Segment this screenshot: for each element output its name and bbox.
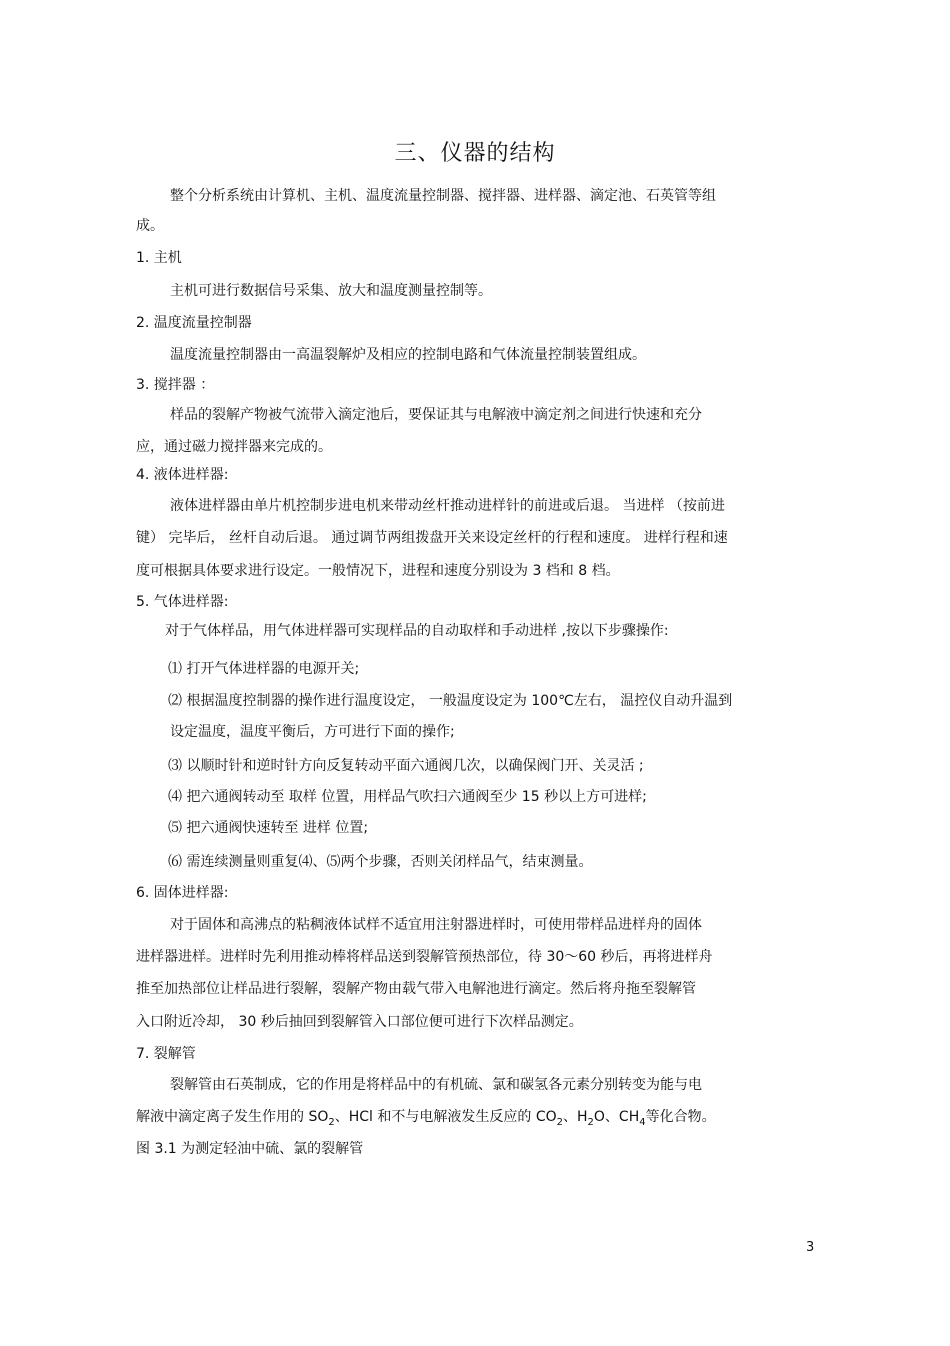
figure-caption: 图 3.1 为测定轻油中硫、氯的裂解管 <box>136 1141 364 1157</box>
section-heading: 7. 裂解管 <box>136 1046 196 1062</box>
list-item: ⑸ 把六通阀快速转至 进样 位置; <box>168 820 369 836</box>
section-heading: 3. 搅拌器 ： <box>136 377 215 393</box>
text-line: 入口附近冷却， 30 秒后抽回到裂解管入口部位便可进行下次样品测定。 <box>136 1014 583 1030</box>
text-line: 应，通过磁力搅拌器来完成的。 <box>136 439 332 455</box>
list-item: ⑷ 把六通阀转动至 取样 位置，用样品气吹扫六通阀至少 15 秒以上方可进样; <box>168 789 647 805</box>
list-item: ⑶ 以顺时针和逆时针方向反复转动平面六通阀几次，以确保阀门开、关灵活 ; <box>168 758 644 774</box>
text-line: 温度流量控制器由一高温裂解炉及相应的控制电路和气体流量控制装置组成。 <box>170 347 646 363</box>
text-line: 样品的裂解产物被气流带入滴定池后，要保证其与电解液中滴定剂之间进行快速和充分 <box>170 407 702 423</box>
text-line: 主机可进行数据信号采集、放大和温度测量控制等。 <box>170 283 492 299</box>
text-line: 推至加热部位让样品进行裂解，裂解产物由载气带入电解池进行滴定。然后将舟拖至裂解管 <box>136 981 696 997</box>
text-line: 对于气体样品，用气体进样器可实现样品的自动取样和手动进样 ,按以下步骤操作: <box>165 623 669 639</box>
text-line: 整个分析系统由计算机、主机、温度流量控制器、搅拌器、进样器、滴定池、石英管等组 <box>170 188 716 204</box>
text-line: 液体进样器由单片机控制步进电机来带动丝杆推动进样针的前进或后退。 当进样 （按前进 <box>170 498 725 514</box>
text-line: 对于固体和高沸点的粘稠液体试样不适宜用注射器进样时，可使用带样品进样舟的固体 <box>170 917 702 933</box>
list-item: ⑹ 需连续测量则重复⑷、⑸两个步骤，否则关闭样品气，结束测量。 <box>168 854 593 870</box>
page-title: 三、仪器的结构 <box>394 141 556 166</box>
text-line: 键） 完毕后， 丝杆自动后退。 通过调节两组拨盘开关来设定丝杆的行程和速度。 进样行程和速 <box>136 530 728 546</box>
text-line: 进样器进样。进样时先利用推动棒将样品送到裂解管预热部位，待 30～60 秒后，再将进样舟 <box>136 949 713 965</box>
section-heading: 6. 固体进样器: <box>136 885 229 901</box>
section-heading: 1. 主机 <box>136 250 182 266</box>
text-line: 度可根据具体要求进行设定。一般情况下，进程和速度分别设为 3 档和 8 档。 <box>136 563 620 579</box>
list-item: ⑵ 根据温度控制器的操作进行温度设定， 一般温度设定为 100℃左右， 温控仪自动升温到 <box>168 693 733 709</box>
text-line: 成。 <box>136 218 164 234</box>
text-line: 设定温度，温度平衡后，方可进行下面的操作; <box>170 724 455 740</box>
text-line: 裂解管由石英制成，它的作用是将样品中的有机硫、氯和碳氢各元素分别转变为能与电 <box>170 1077 702 1093</box>
page-number: 3 <box>806 1240 815 1255</box>
section-heading: 5. 气体进样器: <box>136 594 229 610</box>
chemistry-text-line: 解液中滴定离子发生作用的 $SO_2$、HCl 和不与电解液发生反应的 $CO_2$、$H_2O$、$CH_4$等化合物。 <box>136 1109 716 1128</box>
section-heading: 2. 温度流量控制器 <box>136 315 252 331</box>
section-heading: 4. 液体进样器: <box>136 467 229 483</box>
list-item: ⑴ 打开气体进样器的电源开关; <box>168 661 360 677</box>
